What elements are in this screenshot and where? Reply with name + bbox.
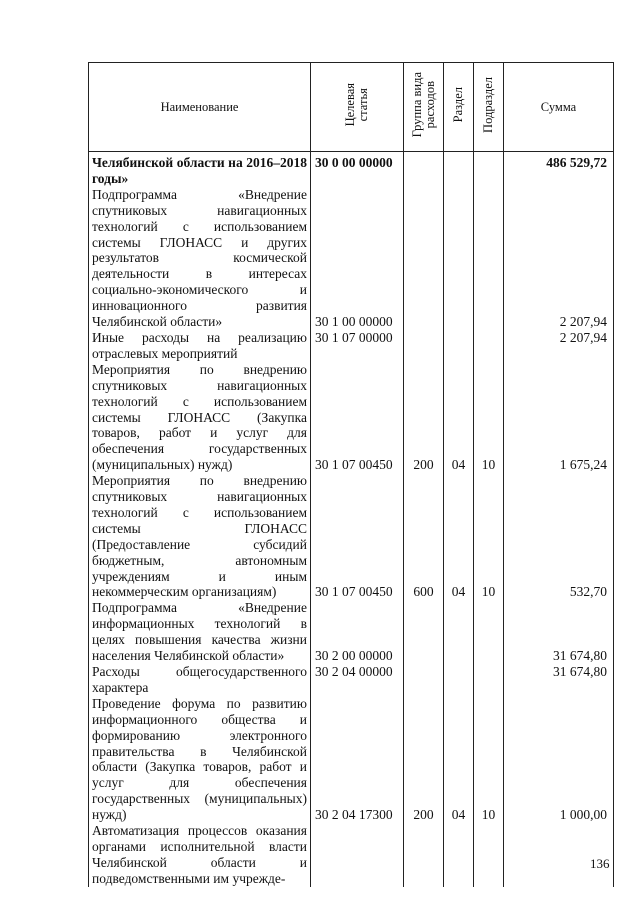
header-section bbox=[444, 63, 474, 152]
row-target-article: 30 1 07 00450 bbox=[311, 473, 404, 600]
row-section: 04 bbox=[444, 473, 474, 600]
row-subsection: 10 bbox=[474, 696, 504, 823]
row-target-article: 30 2 04 17300 bbox=[311, 696, 404, 823]
header-sum: Сумма bbox=[504, 63, 614, 152]
table-row bbox=[89, 152, 614, 187]
budget-table bbox=[88, 62, 614, 887]
row-expense-group: 200 bbox=[404, 696, 444, 823]
row-sum bbox=[504, 823, 614, 887]
header-name: Наименование bbox=[89, 63, 311, 152]
row-section: 04 bbox=[444, 696, 474, 823]
row-expense-group bbox=[404, 823, 444, 887]
header-target-article-text bbox=[344, 83, 370, 126]
row-expense-group bbox=[404, 600, 444, 664]
table-body bbox=[89, 152, 614, 887]
row-section bbox=[444, 664, 474, 696]
row-name: Автоматизация процессов оказания органами исполнительной власти Челябинской области и подведомственными им учрежде- bbox=[89, 823, 311, 887]
table-row bbox=[89, 473, 614, 600]
table-row bbox=[89, 664, 614, 696]
row-sum: 486 529,72 bbox=[504, 152, 614, 187]
row-sum: 31 674,80 bbox=[504, 600, 614, 664]
row-expense-group bbox=[404, 187, 444, 330]
row-subsection bbox=[474, 600, 504, 664]
table-header bbox=[89, 63, 614, 152]
row-sum: 2 207,94 bbox=[504, 330, 614, 362]
header-subsection-text: Подраздел bbox=[481, 77, 495, 133]
table-row bbox=[89, 330, 614, 362]
row-subsection bbox=[474, 823, 504, 887]
row-target-article bbox=[311, 823, 404, 887]
row-section bbox=[444, 152, 474, 187]
row-name: Подпрограмма «Внедрение спутниковых навигационных технологий с использованием системы ГЛОНАСС и других результатов космической деятельности в интересах социально-экономического и инновационного развития Челябинской области» bbox=[89, 187, 311, 330]
row-name: Подпрограмма «Внедрение информационных технологий в целях повышения качества жизни населения Челябинской области» bbox=[89, 600, 311, 664]
header-target-line1: Целевая bbox=[343, 83, 357, 127]
row-sum: 1 675,24 bbox=[504, 362, 614, 473]
row-name: Челябинской области на 2016–2018 годы» bbox=[89, 152, 311, 187]
header-group-line1: Группа вида bbox=[409, 72, 424, 138]
table-row bbox=[89, 823, 614, 887]
row-subsection: 10 bbox=[474, 362, 504, 473]
row-subsection bbox=[474, 187, 504, 330]
header-target-line2: статья bbox=[356, 88, 370, 122]
row-subsection bbox=[474, 330, 504, 362]
row-expense-group bbox=[404, 152, 444, 187]
row-section bbox=[444, 187, 474, 330]
row-name: Проведение форума по развитию информационного общества и формированию электронного правительства в Челябинской области (Закупка товаров, работ и услуг для обеспечения государственных (муниципальных) нужд) bbox=[89, 696, 311, 823]
row-subsection bbox=[474, 152, 504, 187]
row-name: Расходы общегосударственного характера bbox=[89, 664, 311, 696]
row-section bbox=[444, 823, 474, 887]
row-target-article: 30 1 00 00000 bbox=[311, 187, 404, 330]
row-sum: 2 207,94 bbox=[504, 187, 614, 330]
row-subsection bbox=[474, 664, 504, 696]
header-group-line2: расходов bbox=[422, 81, 437, 129]
row-name: Мероприятия по внедрению спутниковых навигационных технологий с использованием системы ГЛОНАСС (Предоставление субсидий бюджетным, автономным учреждениям и иным некоммерческим организациям) bbox=[89, 473, 311, 600]
row-target-article: 30 0 00 00000 bbox=[311, 152, 404, 187]
header-expense-group bbox=[404, 63, 444, 152]
page-number: 136 bbox=[590, 856, 610, 871]
row-section bbox=[444, 600, 474, 664]
header-section-text: Раздел bbox=[451, 87, 465, 123]
row-expense-group bbox=[404, 664, 444, 696]
row-expense-group bbox=[404, 330, 444, 362]
row-subsection: 10 bbox=[474, 473, 504, 600]
row-sum: 1 000,00 bbox=[504, 696, 614, 823]
row-name: Мероприятия по внедрению спутниковых навигационных технологий с использованием системы ГЛОНАСС (Закупка товаров, работ и услуг для обеспечения государственных (муниципальных) нужд) bbox=[89, 362, 311, 473]
row-expense-group: 200 bbox=[404, 362, 444, 473]
row-section bbox=[444, 330, 474, 362]
header-target-article bbox=[311, 63, 404, 152]
header-expense-group-text bbox=[411, 72, 437, 137]
row-name: Иные расходы на реализацию отраслевых мероприятий bbox=[89, 330, 311, 362]
table-row bbox=[89, 600, 614, 664]
row-target-article: 30 1 07 00450 bbox=[311, 362, 404, 473]
row-sum: 31 674,80 bbox=[504, 664, 614, 696]
row-target-article: 30 2 04 00000 bbox=[311, 664, 404, 696]
row-expense-group: 600 bbox=[404, 473, 444, 600]
table-row bbox=[89, 187, 614, 330]
table-row bbox=[89, 696, 614, 823]
table-row bbox=[89, 362, 614, 473]
row-target-article: 30 1 07 00000 bbox=[311, 330, 404, 362]
header-subsection bbox=[474, 63, 504, 152]
row-sum: 532,70 bbox=[504, 473, 614, 600]
row-section: 04 bbox=[444, 362, 474, 473]
row-target-article: 30 2 00 00000 bbox=[311, 600, 404, 664]
